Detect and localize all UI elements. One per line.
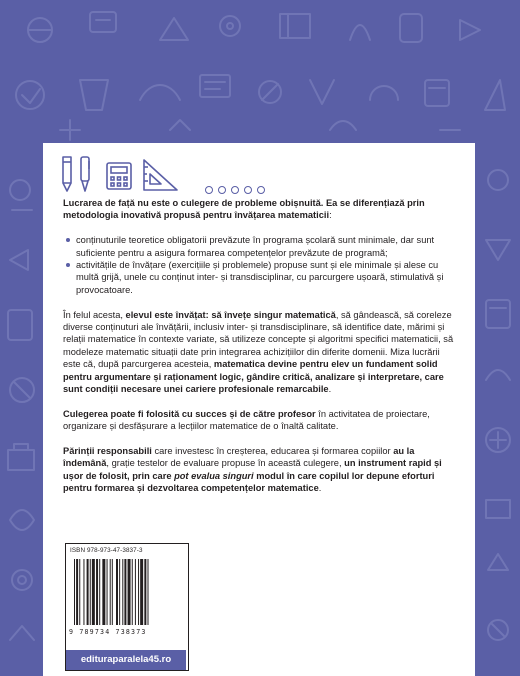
student-paragraph: În felul acesta, elevul este învățat: să învețe singur matematică, să gândească, să coreleze diverse conținuturi ale învățării, inclusiv inter- și transdisciplinare, să identifice date, mărimi și relații matematice în contexte variate, să utilizeze concepte și algoritmi specifici matematicii, să modeleze matematic situații date prin integrarea achizițiilor din diferite domenii. Miza lucrării este că, după parcurgerea acesteia, matematica devine pentru elev un fundament solid pentru argumentare și raționament logic, gândire critică, analizare și interpretare, care sunt condiții necesare unei cariere profesionale remarcabile.: [63, 309, 454, 395]
barcode-box: [65, 543, 189, 671]
pencil-icon: [61, 155, 73, 193]
publisher-website: edituraparalela45.ro: [66, 650, 186, 670]
features-list: [63, 234, 458, 296]
barcode-digits: 9 789734 738373: [69, 628, 147, 636]
set-square-icon: [141, 157, 181, 193]
parents-paragraph: Părinții responsabili care investesc în creșterea, educarea și formarea copiilor au la îndemână, grație testelor de evaluare propuse în această culegere, un instrument rapid și ușor de folosit, prin care pot evalua singuri modul în care copilul lor depune eforturi pentru formarea și dezvoltarea competențelor matematice.: [63, 446, 442, 494]
isbn-number: ISBN 978-973-47-3837-3: [70, 547, 143, 554]
list-item: conținuturile teoretice obligatorii prevăzute în programa școlară sunt minimale, dar sunt suficiente pentru a asigura formarea competențelor prevăzute de programă;: [76, 234, 458, 259]
back-cover-panel: [43, 143, 475, 676]
pen-icon: [79, 155, 91, 193]
teacher-paragraph: Culegerea poate fi folosită cu succes și de către profesor în activitatea de proiectare, organizare și desfășurare a lecțiilor matematice de o înaltă calitate.: [63, 408, 430, 432]
calculator-icon: [105, 161, 133, 191]
list-item: activitățile de învățare (exercițiile și problemele) propuse sunt și ele minimale și alese cu multă grijă, unele cu conținut inter- și transdisciplinar, cu parcurgere ușoară, stimulativă și provocatoare.: [76, 259, 458, 296]
barcode-bars: [74, 559, 180, 625]
description-text: [63, 197, 458, 507]
intro-paragraph: Lucrarea de față nu este o culegere de probleme obișnuită. Ea se diferențiază prin metodologia inovativă propusă pentru învățarea matematicii:: [63, 198, 425, 221]
